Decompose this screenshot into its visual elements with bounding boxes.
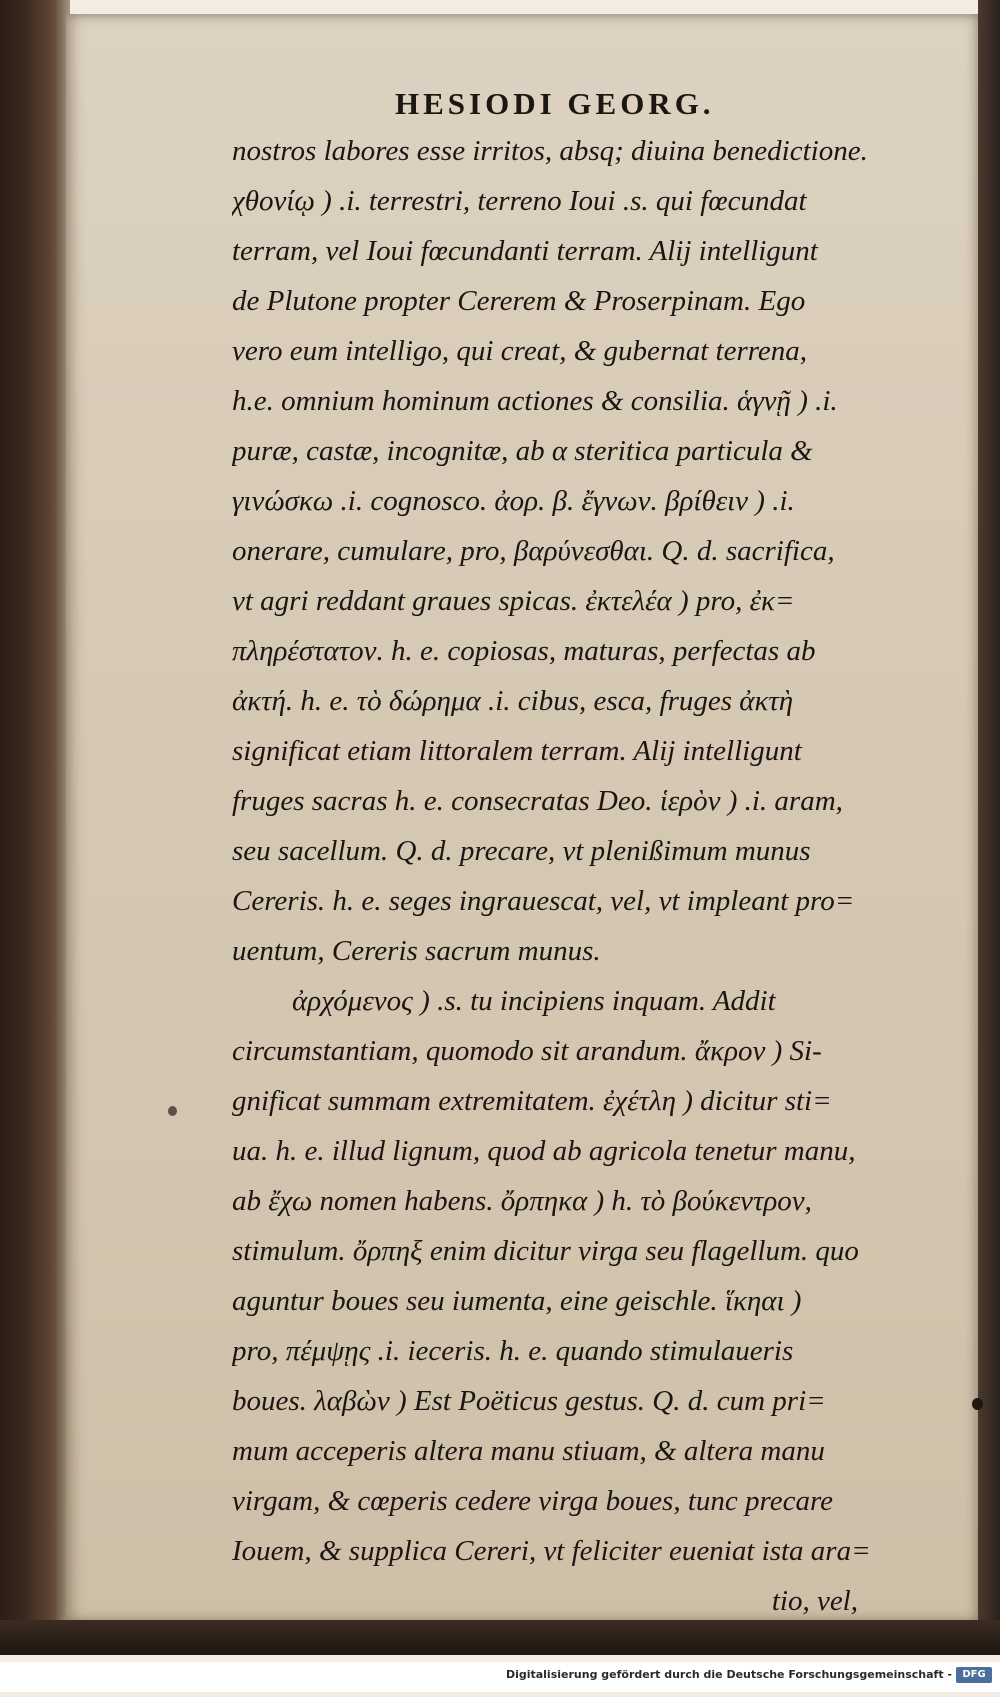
text-line: vero eum intelligo, qui creat, & gubernat terrena, [232,335,808,367]
text-line: πληρέστατον. h. e. copiosas, maturas, perfectas ab [232,635,816,667]
book-binding [0,0,64,1655]
text-line: nostros labores esse irritos, absq; diuina benedictione. [232,135,868,167]
text-line: h.e. omnium hominum actiones & consilia. ἁγνῇ ) .i. [232,385,838,417]
digitization-footer [0,1662,1000,1692]
catchword-line: tio, vel, [771,1585,858,1617]
text-line: ἀκτή. h. e. τὸ δώρημα .i. cibus, esca, fruges ἀκτὴ [232,685,794,717]
text-line: γινώσκω .i. cognosco. ἀορ. β. ἔγνων. βρίθειν ) .i. [232,485,795,517]
text-line: pro, πέμψῃς .i. ieceris. h. e. quando stimulaueris [232,1335,794,1367]
text-line: vt agri reddant graues spicas. ἐκτελέα ) pro, ἐκ= [232,585,795,617]
text-line: uentum, Cereris sacrum munus. [232,935,601,967]
text-line: fruges sacras h. e. consecratas Deo. ἱερὸν ) .i. aram, [232,785,843,817]
text-line: puræ, castæ, incognitæ, ab α steritica particula & [232,435,813,467]
text-line: Iouem, & supplica Cereri, vt feliciter eueniat ista ara= [232,1535,871,1567]
text-line: seu sacellum. Q. d. precare, vt plenißimum munus [232,835,811,867]
running-head: HESIODI GEORG. [395,86,715,121]
text-line: ab ἔχω nomen habens. ὄρπηκα ) h. τὸ βούκεντρον, [232,1185,812,1217]
text-line: Cereris. h. e. seges ingrauescat, vel, vt impleant pro= [232,885,855,917]
text-line: boues. λαβὼν ) Est Poëticus gestus. Q. d. cum pri= [232,1385,826,1417]
text-line: virgam, & cœperis cedere virga boues, tunc precare [232,1485,834,1517]
text-line: onerare, cumulare, pro, βαρύνεσθαι. Q. d. sacrifica, [232,535,835,567]
text-line: terram, vel Ioui fœcundanti terram. Alij intelligunt [232,235,818,267]
funding-credit: Digitalisierung gefördert durch die Deutsche Forschungsgemeinschaft - [505,1668,952,1681]
paragraph-start-line: ἀρχόμενος ) .s. tu incipiens inquam. Addit [292,985,776,1017]
text-line: stimulum. ὄρπηξ enim dicitur virga seu flagellum. quo [232,1235,859,1267]
text-line: significat etiam littoralem terram. Alij intelligunt [232,735,802,767]
dfg-logo[interactable]: DFG [956,1667,992,1683]
text-line: gnificat summam extremitatem. ἐχέτλη ) dicitur sti= [232,1085,832,1117]
text-line: circumstantiam, quomodo sit arandum. ἄκρον ) Si- [232,1035,822,1067]
text-line: χθονίῳ ) .i. terrestri, terreno Ioui .s. qui fœcundat [232,185,807,217]
ink-spot-mark-right [972,1398,983,1410]
text-line: ua. h. e. illud lignum, quod ab agricola tenetur manu, [232,1135,856,1167]
text-line: aguntur boues seu iumenta, eine geischle. ἵκηαι ) [232,1285,802,1317]
text-line: mum acceperis altera manu stiuam, & altera manu [232,1435,825,1467]
text-line: de Plutone propter Cererem & Proserpinam. Ego [232,285,806,317]
body-text [232,126,968,1626]
ink-spot-mark [168,1106,177,1116]
